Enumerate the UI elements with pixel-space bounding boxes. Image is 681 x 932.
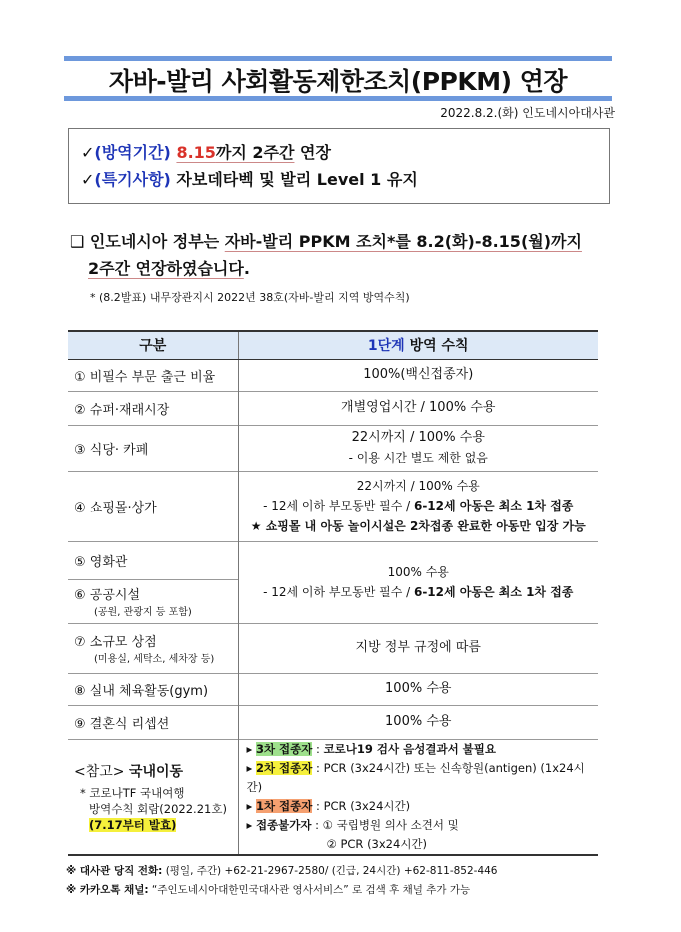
rules-table: [68, 330, 598, 856]
para-text: 2주간 연장하였습니다: [88, 259, 244, 278]
table-row-reference: <참고> 국내이동 * 코로나TF 국내여행 방역수칙 회람(2022.21호) (7.17부터 발효) ▸ 3차 접종자 : 코로나19 검사 음성결과서 불필요 ▸ 2차 접종자 : PCR (3x24시간) 또는 신속항원(antigen) (1x24시간) ▸ 1차 접종자 : PCR (3x24시간) ▸ 접종불가자 : ① 국립병원 의사 소견서 및 ② PCR (3x24시간): [68, 739, 598, 855]
footnote: * (8.2발표) 내무장관지시 2022년 38호(자바-발리 지역 방역수칙): [90, 291, 410, 304]
table-row: ⑤ 영화관 100% 수용 - 12세 이하 부모동반 필수 / 6-12세 아동은 최소 1차 접종: [68, 541, 598, 579]
summary-period: 까지 2주간: [215, 143, 295, 162]
footer: ※ 대사관 당직 전화: (평일, 주간) +62-21-2967-2580/ (긴급, 24시간) +62-811-852-446 ※ 카카오톡 채널: “주인도네시아대한민국대사관 영사서비스” 로 검색 후 채널 추가 가능: [66, 865, 498, 896]
header-rules: 1단계 방역 수칙: [238, 331, 598, 359]
page-title: 자바-발리 사회활동제한조치(PPKM) 연장: [108, 67, 568, 96]
summary-box: ✓(방역기간) 8.15까지 2주간 연장 ✓(특기사항) 자보데타벡 및 발리 Level 1 유지: [68, 128, 610, 204]
checkbox-bullet-icon: ❑: [70, 232, 85, 251]
table-row: ⑦ 소규모 상점 (미용실, 세탁소, 세차장 등) 지방 정부 규정에 따름: [68, 623, 598, 673]
title-bar-bottom: [64, 96, 612, 101]
summary-text: 자보데타벡 및 발리 Level 1 유지: [170, 170, 418, 189]
table-row: ⑨ 결혼식 리셉션 100% 수용: [68, 705, 598, 739]
para-text: 자바-발리 PPKM 조치*를 8.2(화)-8.15(월)까지: [224, 232, 582, 251]
para-text: 인도네시아 정부는: [89, 232, 225, 251]
header-category: 구분: [68, 331, 238, 359]
date-issuer: 2022.8.2.(화) 인도네시아대사관: [440, 106, 615, 120]
table-row: ④ 쇼핑몰·상가 22시까지 / 100% 수용 - 12세 이하 부모동반 필수 / 6-12세 아동은 최소 1차 접종 ★ 쇼핑몰 내 아동 놀이시설은 2차접종 완료한 아동만 입장 가능: [68, 471, 598, 541]
summary-label: (방역기간): [94, 143, 171, 162]
table-row: ⑧ 실내 체육활동(gym) 100% 수용: [68, 673, 598, 705]
summary-date: 8.15: [176, 143, 216, 162]
table-row: ⑥ 공공시설 (공원, 관광지 등 포함): [68, 579, 598, 623]
table-row: ③ 식당· 카페 22시까지 / 100% 수용 - 이용 시간 별도 제한 없음: [68, 425, 598, 471]
summary-label: (특기사항): [94, 170, 171, 189]
para-text: .: [243, 259, 250, 278]
main-paragraph: [70, 228, 610, 282]
title-bar-top: [64, 56, 612, 61]
summary-text: 연장: [294, 143, 331, 162]
table-row: ① 비필수 부문 출근 비율 100%(백신접종자): [68, 359, 598, 391]
table-row: ② 슈퍼·재래시장 개별영업시간 / 100% 수용: [68, 391, 598, 425]
